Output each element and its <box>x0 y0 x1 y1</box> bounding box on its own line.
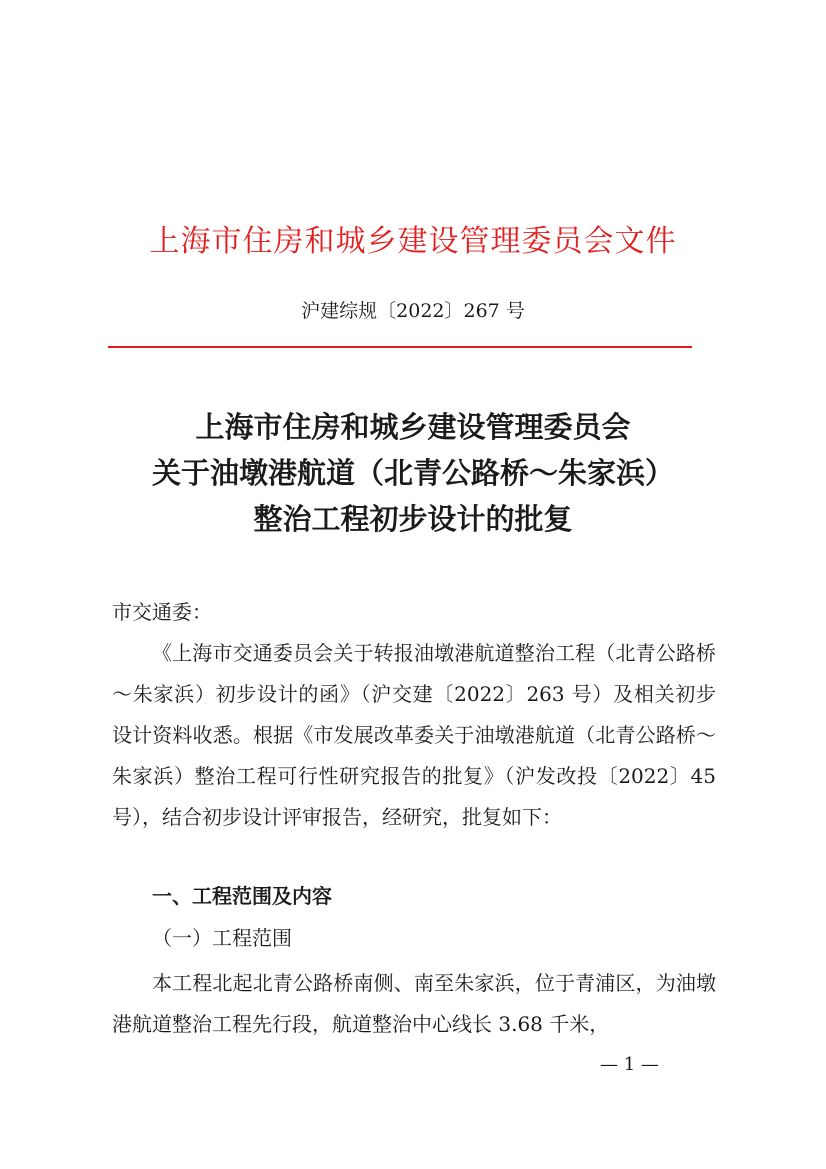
main-title-line-2: 关于油墩港航道（北青公路桥～朱家浜） <box>151 456 674 490</box>
main-title-line-3: 整治工程初步设计的批复 <box>253 502 573 536</box>
red-divider-line <box>108 346 692 348</box>
document-number: 沪建综规〔2022〕267 号 <box>301 300 525 322</box>
body-paragraph-1: 《上海市交通委员会关于转报油墩港航道整治工程（北青公路桥～朱家浜）初步设计的函》（沪交建〔2022〕263 号）及相关初步设计资料收悉。根据《市发展改革委关于油墩港航道（北青公路桥～朱家浜）整治工程可行性研究报告的批复》（沪发改投〔2022〕45 号），结合初步设计评审报告，经研究，批复如下： <box>112 641 716 829</box>
page-number: — 1 — <box>600 1054 659 1075</box>
main-title <box>0 404 826 542</box>
agency-title: 上海市住房和城乡建设管理委员会文件 <box>149 224 677 259</box>
main-title-line-1: 上海市住房和城乡建设管理委员会 <box>195 410 631 444</box>
addressee: 市交通委： <box>112 600 212 624</box>
body-paragraph-2: 本工程北起北青公路桥南侧、南至朱家浜，位于青浦区，为油墩港航道整治工程先行段，航道整治中心线长 3.68 千米， <box>112 971 716 1036</box>
subsection-heading-1: （一）工程范围 <box>152 926 292 950</box>
section-heading-1: 一、工程范围及内容 <box>152 884 332 908</box>
